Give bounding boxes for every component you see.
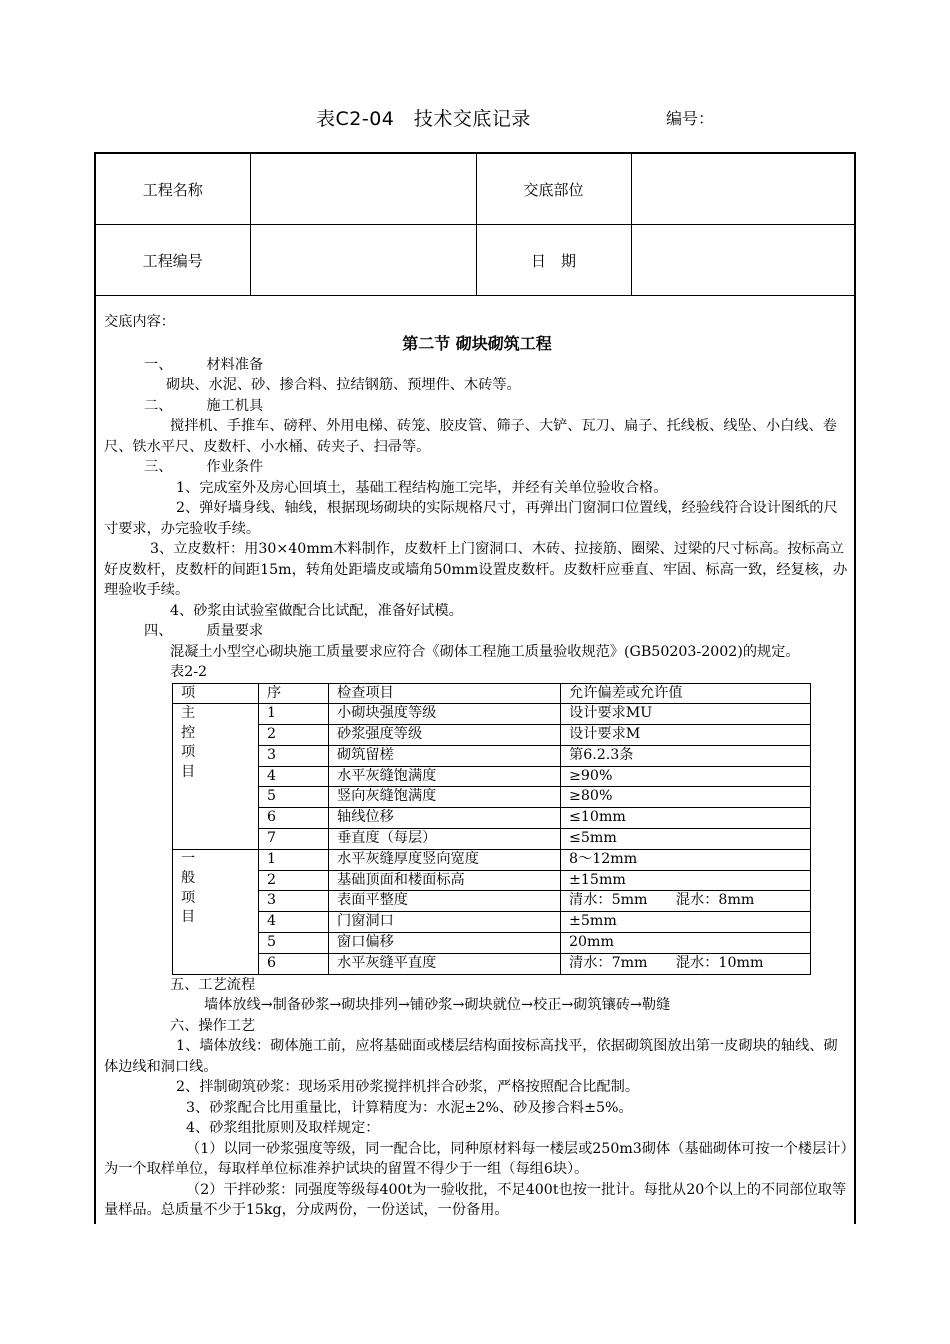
row-item: 门窗洞口 — [329, 912, 561, 933]
s4-title: 质量要求 — [206, 623, 264, 639]
record-frame — [94, 152, 856, 1224]
row-value: 20mm — [561, 933, 811, 954]
row-no: 4 — [259, 912, 329, 933]
s2-title: 施工机具 — [206, 397, 264, 414]
table-row — [173, 725, 811, 746]
row-value: 清水：5mm 混水：8mm — [561, 891, 811, 912]
date-value[interactable] — [631, 225, 854, 296]
row-no: 2 — [259, 870, 329, 891]
s3-heading — [104, 457, 850, 478]
date-label: 日 期 — [476, 225, 631, 296]
general-group-label: 一般项目 — [181, 850, 196, 926]
s1-heading — [104, 355, 850, 376]
header-cell: 项 — [173, 683, 259, 704]
row-value: 8～12mm — [561, 849, 811, 870]
table-row — [173, 829, 811, 850]
row-value: ≤10mm — [561, 808, 811, 829]
s6-p6: （2）干拌砂浆：同强度等级每400t为一验收批，不足400t也按一批计。每批从20个以上的不同部位取等量样品。总质量不少于15kg，分成两份，一份送试，一份备用。 — [104, 1181, 847, 1219]
table-row — [173, 704, 811, 725]
s3-p1: 1、完成室外及房心回填土，基础工程结构施工完毕，并经有关单位验收合格。 — [176, 479, 668, 496]
row-item: 砂浆强度等级 — [329, 725, 561, 746]
table-row — [173, 891, 811, 912]
row-item: 砌筑留槎 — [329, 745, 561, 766]
row-item: 轴线位移 — [329, 808, 561, 829]
info-row-2 — [96, 225, 854, 296]
s5-text: 墙体放线→制备砂浆→砌块排列→铺砂浆→砌块就位→校正→砌筑镶砖→勒缝 — [204, 997, 671, 1014]
row-no: 5 — [259, 933, 329, 954]
row-item: 小砌块强度等级 — [329, 704, 561, 725]
row-item: 水平灰缝厚度竖向宽度 — [329, 849, 561, 870]
s6-p5: （1）以同一砂浆强度等级，同一配合比，同种原材料每一楼层或250m3砌体（基础砌体可按一个楼层计）为一个取样单位，每取样单位标准养护试块的留置不得少于一组（每组6块）。 — [104, 1140, 848, 1178]
project-name-value[interactable] — [250, 154, 476, 225]
header-cell: 检查项目 — [329, 683, 561, 704]
row-item: 水平灰缝平直度 — [329, 953, 561, 974]
row-no: 6 — [259, 953, 329, 974]
row-item: 水平灰缝饱满度 — [329, 766, 561, 787]
table-row — [173, 766, 811, 787]
row-no: 5 — [259, 787, 329, 808]
row-item: 竖向灰缝饱满度 — [329, 787, 561, 808]
info-row-1 — [96, 154, 854, 225]
project-no-label: 工程编号 — [96, 225, 250, 296]
quality-table-header — [173, 683, 811, 704]
table-row — [173, 870, 811, 891]
table-row — [173, 808, 811, 829]
quality-table — [172, 683, 811, 975]
table-row — [173, 787, 811, 808]
general-group-cell — [173, 849, 259, 974]
header-cell: 允许偏差或允许值 — [561, 683, 811, 704]
s6-p1: 1、墙体放线：砌体施工前，应将基础面或楼层结构面按标高找平，依据砌筑图放出第一皮砌块的轴线、砌体边线和洞口线。 — [104, 1038, 838, 1075]
content-intro: 交底内容： — [104, 314, 175, 330]
s6-heading: 六、操作工艺 — [170, 1017, 256, 1034]
s6-p2: 2、拌制砌筑砂浆：现场采用砂浆搅拌机拌合砂浆，严格按照配合比配制。 — [176, 1079, 640, 1096]
table-label: 表2-2 — [170, 664, 208, 680]
row-no: 6 — [259, 808, 329, 829]
s3-p4: 4、砂浆由试验室做配合比试配，准备好试模。 — [170, 602, 463, 619]
s2-heading — [104, 396, 850, 417]
s2-num: 二、 — [144, 397, 173, 414]
part-label: 交底部位 — [476, 154, 631, 225]
s1-title: 材料准备 — [206, 356, 264, 373]
row-value: 清水：7mm 混水：10mm — [561, 953, 811, 974]
s2-text: 搅拌机、手推车、磅秤、外用电梯、砖笼、胶皮管、筛子、大铲、瓦刀、扁子、托线板、线坠、小白线、卷尺、铁水平尺、皮数杆、小水桶、砖夹子、扫帚等。 — [104, 418, 837, 455]
table-row — [173, 912, 811, 933]
s1-num: 一、 — [144, 356, 173, 373]
row-no: 3 — [259, 745, 329, 766]
section-title: 第二节 砌块砌筑工程 — [402, 333, 552, 353]
s4-text: 混凝土小型空心砌块施工质量要求应符合《砌体工程施工质量验收规范》(GB50203-2002)的规定。 — [170, 643, 800, 660]
row-value: 第6.2.3条 — [561, 745, 811, 766]
s6-p4: 4、砂浆组批原则及取样规定： — [186, 1120, 380, 1137]
main-group-label: 主控项目 — [181, 705, 196, 780]
s4-heading — [104, 621, 850, 642]
s3-title: 作业条件 — [206, 459, 264, 475]
table-row — [173, 933, 811, 954]
header-cell: 序 — [259, 683, 329, 704]
row-no: 1 — [259, 704, 329, 725]
main-group-cell — [173, 704, 259, 850]
row-item: 基础顶面和楼面标高 — [329, 870, 561, 891]
project-name-label: 工程名称 — [96, 154, 250, 225]
document-title: 表C2-04 技术交底记录 — [316, 108, 531, 130]
row-item: 垂直度（每层） — [329, 829, 561, 850]
row-value: ≥90% — [561, 766, 811, 787]
s6-p3: 3、砂浆配合比用重量比，计算精度为：水泥±2%、砂及掺合料±5%。 — [186, 1099, 633, 1116]
row-no: 7 — [259, 829, 329, 850]
row-no: 1 — [259, 849, 329, 870]
s4-num: 四、 — [144, 623, 173, 639]
row-value: 设计要求MU — [561, 704, 811, 725]
table-row — [173, 953, 811, 974]
part-value[interactable] — [631, 154, 854, 225]
row-no: 2 — [259, 725, 329, 746]
row-item: 窗口偏移 — [329, 933, 561, 954]
title-row — [0, 104, 950, 134]
s3-p3: 3、立皮数杆：用30×40mm木料制作，皮数杆上门窗洞口、木砖、拉接筋、圈梁、过梁的尺寸标高。按标高立好皮数杆，皮数杆的间距15m，转角处距墙皮或墙角50mm设置皮数杆。皮数杆应垂直、牢固、标高一致，经复核，办理验收手续。 — [104, 541, 848, 598]
row-item: 表面平整度 — [329, 891, 561, 912]
s5-heading: 五、工艺流程 — [170, 976, 256, 993]
row-value: ≥80% — [561, 787, 811, 808]
table-row — [173, 745, 811, 766]
content-body — [104, 312, 850, 1221]
row-value: ≤5mm — [561, 829, 811, 850]
row-value: ±5mm — [561, 912, 811, 933]
row-value: 设计要求M — [561, 725, 811, 746]
s3-p2: 2、弹好墙身线、轴线，根据现场砌块的实际规格尺寸，再弹出门窗洞口位置线，经验线符合设计图纸的尺寸要求，办完验收手续。 — [104, 500, 838, 537]
row-no: 3 — [259, 891, 329, 912]
row-value: ±15mm — [561, 870, 811, 891]
s3-num: 三、 — [144, 459, 173, 475]
document-number-label: 编号： — [666, 109, 715, 128]
project-no-value[interactable] — [250, 225, 476, 296]
s1-text: 砌块、水泥、砂、掺合料、拉结钢筋、预埋件、木砖等。 — [166, 377, 521, 393]
table-row — [173, 849, 811, 870]
row-no: 4 — [259, 766, 329, 787]
info-table — [96, 154, 854, 296]
